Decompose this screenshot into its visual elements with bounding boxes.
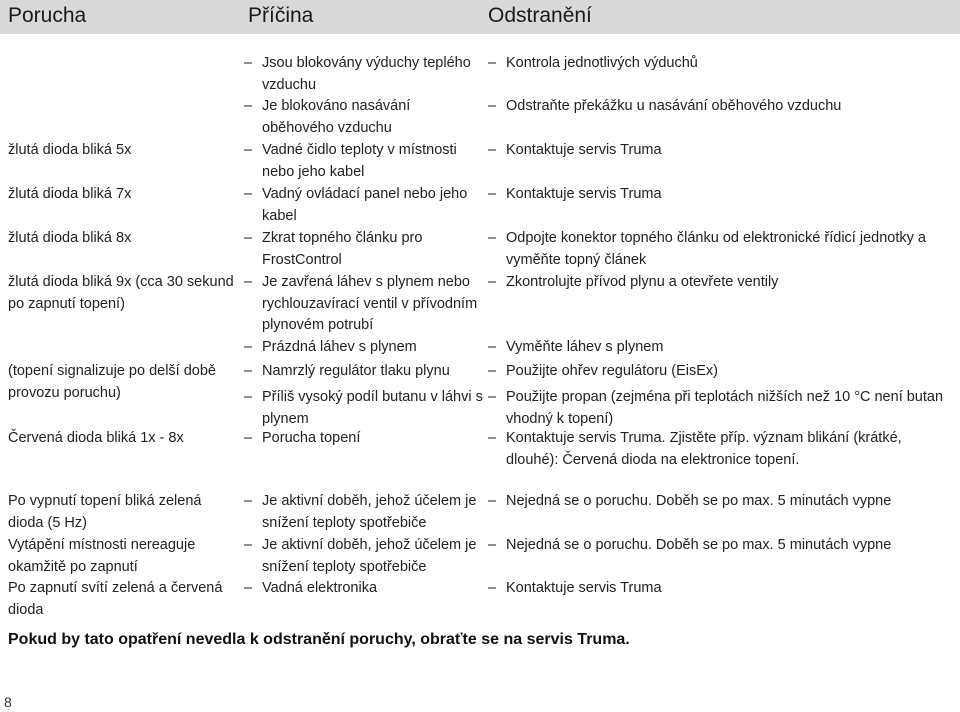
dash-marker: – (244, 430, 253, 446)
remedy-cell: Nejedná se o poruchu. Doběh se po max. 5 minutách vypne (506, 537, 892, 553)
cause-cell: Zkrat topného článku pro FrostControl (262, 230, 423, 268)
dash-marker: – (488, 142, 497, 158)
dash-marker: – (488, 186, 497, 202)
cause-cell: Vadné čidlo teploty v místnosti nebo jeho kabel (262, 142, 457, 180)
cause-cell: Je aktivní doběh, jehož účelem je snížení teploty spotřebiče (262, 493, 477, 531)
cause-cell: Příliš vysoký podíl butanu v láhvi s plynem (262, 389, 483, 427)
cause-cell: Je blokováno nasávání oběhového vzduchu (262, 98, 411, 136)
dash-marker: – (244, 580, 253, 596)
remedy-cell: Nejedná se o poruchu. Doběh se po max. 5 minutách vypne (506, 493, 892, 509)
fault-cell: Po zapnutí svítí zelená a červená dioda (8, 580, 223, 618)
dash-marker: – (488, 98, 497, 114)
header-cause: Příčina (248, 4, 314, 27)
dash-marker: – (244, 230, 253, 246)
dash-marker: – (488, 389, 497, 405)
remedy-cell: Kontaktuje servis Truma (506, 142, 662, 158)
dash-marker: – (488, 493, 497, 509)
footer-note: Pokud by tato opatření nevedla k odstranění poruchy, obraťte se na servis Truma. (8, 631, 630, 648)
dash-marker: – (244, 537, 253, 553)
dash-marker: – (244, 389, 253, 405)
cause-cell: Prázdná láhev s plynem (262, 339, 417, 355)
dash-marker: – (244, 186, 253, 202)
remedy-cell: Vyměňte láhev s plynem (506, 339, 664, 355)
dash-marker: – (244, 363, 253, 379)
dash-marker: – (488, 537, 497, 553)
dash-marker: – (488, 230, 497, 246)
remedy-cell: Použijte ohřev regulátoru (EisEx) (506, 363, 718, 379)
remedy-cell: Odpojte konektor topného článku od elektronické řídicí jednotky a vyměňte topný článek (506, 230, 926, 268)
remedy-cell: Kontaktuje servis Truma. Zjistěte příp. význam blikání (krátké, dlouhé): Červená dioda na elektronice topení. (506, 430, 902, 468)
remedy-cell: Kontaktuje servis Truma (506, 186, 662, 202)
dash-marker: – (488, 339, 497, 355)
fault-cell: žlutá dioda bliká 9x (cca 30 sekund po zapnutí topení) (8, 274, 234, 312)
dash-marker: – (244, 98, 253, 114)
cause-cell: Porucha topení (262, 430, 361, 446)
fault-cell: Vytápění místnosti nereaguje okamžitě po zapnutí (8, 537, 196, 575)
remedy-cell: Odstraňte překážku u nasávání oběhového vzduchu (506, 98, 842, 114)
fault-cell: (topení signalizuje po delší době provozu poruchu) (8, 363, 216, 401)
dash-marker: – (244, 142, 253, 158)
cause-cell: Je aktivní doběh, jehož účelem je snížení teploty spotřebiče (262, 537, 477, 575)
dash-marker: – (488, 430, 497, 446)
fault-cell: žlutá dioda bliká 7x (8, 186, 132, 202)
dash-marker: – (244, 274, 253, 290)
header-remedy: Odstranění (488, 4, 592, 27)
dash-marker: – (488, 363, 497, 379)
dash-marker: – (244, 55, 253, 71)
cause-cell: Jsou blokovány výduchy teplého vzduchu (262, 55, 471, 93)
cause-cell: Vadná elektronika (262, 580, 378, 596)
dash-marker: – (488, 580, 497, 596)
cause-cell: Je zavřená láhev s plynem nebo rychlouzavírací ventil v přívodním plynovém potrubí (262, 274, 478, 333)
remedy-cell: Použijte propan (zejména při teplotách nižších než 10 °C není butan vhodný k topení) (506, 389, 944, 427)
remedy-cell: Kontrola jednotlivých výduchů (506, 55, 698, 71)
remedy-cell: Zkontrolujte přívod plynu a otevřete ventily (506, 274, 779, 290)
page-number: 8 (4, 694, 12, 710)
fault-cell: žlutá dioda bliká 5x (8, 142, 132, 158)
header-fault: Porucha (8, 4, 87, 27)
dash-marker: – (244, 493, 253, 509)
fault-cell: Červená dioda bliká 1x - 8x (8, 430, 184, 446)
dash-marker: – (488, 55, 497, 71)
cause-cell: Namrzlý regulátor tlaku plynu (262, 363, 450, 379)
remedy-cell: Kontaktuje servis Truma (506, 580, 662, 596)
table-header (0, 0, 960, 34)
fault-cell: Po vypnutí topení bliká zelená dioda (5 Hz) (8, 493, 202, 531)
fault-cell: žlutá dioda bliká 8x (8, 230, 132, 246)
dash-marker: – (244, 339, 253, 355)
cause-cell: Vadný ovládací panel nebo jeho kabel (262, 186, 468, 224)
dash-marker: – (488, 274, 497, 290)
